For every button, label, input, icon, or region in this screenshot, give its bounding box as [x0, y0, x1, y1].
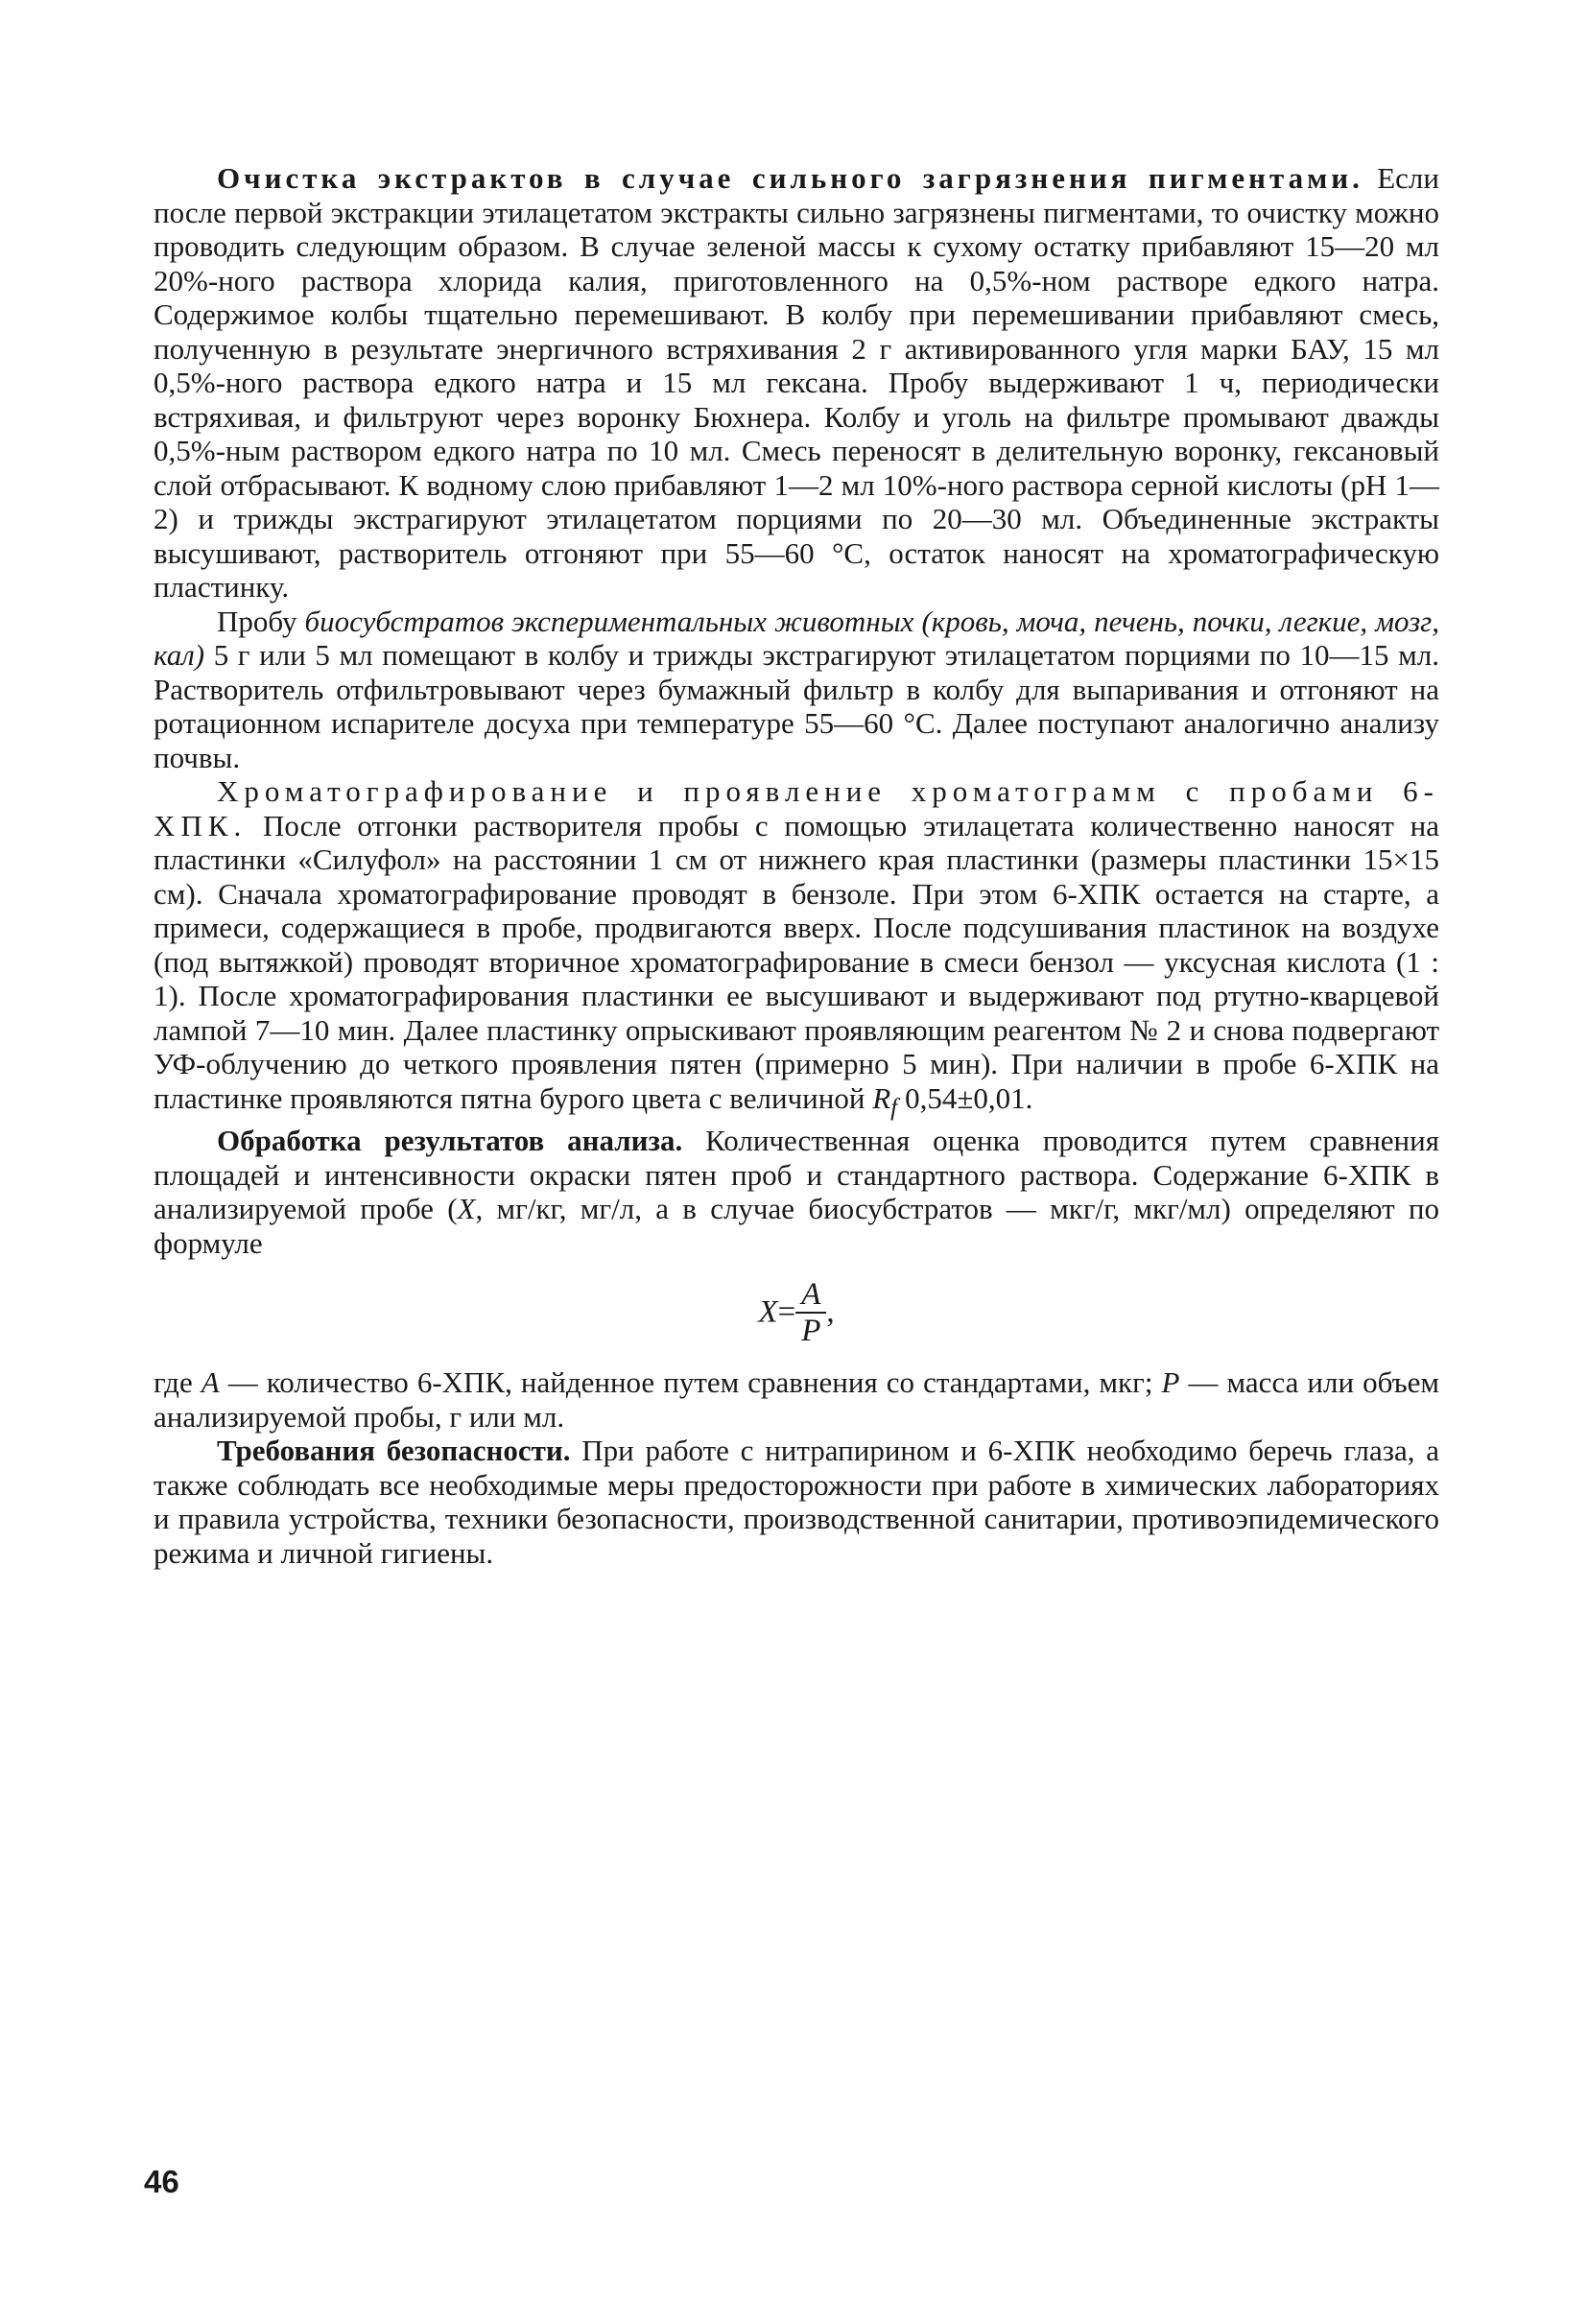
text-biosubstrates-lead: Пробу [217, 604, 305, 638]
paragraph-cleanup [154, 161, 1439, 605]
symbol-rf: R [872, 1080, 891, 1115]
symbol-rf-subscript: f [890, 1092, 898, 1121]
formula-comma: , [826, 1294, 835, 1330]
text-where-lead: где [154, 1365, 201, 1400]
variable-p: P [1161, 1365, 1180, 1400]
paragraph-results [154, 1124, 1439, 1260]
text-results-2: , мг/кг, мг/л, а в случае биосубстратов — мкг/г, мкг/мл) определяют по формуле [154, 1192, 1439, 1260]
text-chromatography-1: После отгонки растворителя пробы с помощью этилацетата количественно наносят на пластинки «Силуфол» на расстоянии 1 см от нижнего края пластинки (размеры пластинки 15×15 см). Сначала хроматографирование проводят в бензоле. При этом 6-ХПК остается на старте, а примеси, содержащиеся в пробе, продвигаются вверх. После подсушивания пластинок на воздухе (под вытяжкой) проводят вторичное хроматографирование в смеси бензол — уксусная кислота (1 : 1). После хроматографирования пластинки ее высушивают и выдерживают под ртутно-кварцевой лампой 7—10 мин. Далее пластинку опрыскивают проявляющим реагентом № 2 и снова подвергают УФ-облучению до четкого проявления пятен (примерно 5 мин). При наличии в пробе 6-ХПК на пластинке проявляются пятна бурого цвета с величиной [154, 808, 1439, 1115]
paragraph-where [154, 1365, 1439, 1434]
formula [154, 1277, 1439, 1348]
formula-lhs: X [758, 1294, 778, 1330]
heading-cleanup: Очистка экстрактов в случае сильного загрязнения пигментами. [217, 161, 1363, 195]
text-biosubstrates-italic: биосубстратов экспериментальных животных (кровь, моча, печень, почки, легкие, мозг, кал) [154, 604, 1440, 672]
heading-safety: Требования безопасности. [217, 1434, 571, 1468]
paragraph-chromatography [154, 774, 1439, 1124]
formula-denominator: P [801, 1314, 821, 1349]
formula-numerator: A [795, 1277, 826, 1314]
paragraph-biosubstrates [154, 605, 1439, 775]
text-biosubstrates-body: 5 г или 5 мл помещают в колбу и трижды экстрагируют этилацетатом порциями по 10—15 мл. Растворитель отфильтровывают через бумажный фильтр в колбу для выпаривания и отгоняют на ротационном испарителе досуха при температуре 55—60 °С. Далее поступают аналогично анализу почвы. [154, 638, 1439, 774]
variable-x: X [457, 1192, 476, 1226]
text-chromatography-2: 0,54±0,01. [897, 1080, 1033, 1115]
formula-fraction [795, 1277, 826, 1348]
formula-equals: = [777, 1294, 796, 1330]
text-where-1: — количество 6-ХПК, найденное путем сравнения со стандартами, мкг; [219, 1365, 1162, 1400]
heading-chromatography: Хроматографирование и проявление хроматограмм с пробами 6-ХПК. [154, 774, 1439, 842]
text-where-2: — масса или объем анализируемой пробы, г или мл. [154, 1365, 1439, 1434]
variable-a: A [201, 1365, 220, 1400]
text-results-1: Количественная оценка проводится путем сравнения площадей и интенсивности окраски пятен проб и стандартного раствора. Содержание 6-ХПК в анализируемой пробе ( [154, 1124, 1439, 1226]
page-body [154, 161, 1439, 1570]
paragraph-safety [154, 1434, 1439, 1570]
page-number: 46 [144, 2164, 179, 2199]
heading-results: Обработка результатов анализа. [217, 1124, 683, 1158]
text-safety: При работе с нитрапирином и 6-ХПК необходимо беречь глаза, а также соблюдать все необходимые меры предосторожности при работе в химических лабораториях и правила устройства, техники безопасности, производственной санитарии, противоэпидемического режима и личной гигиены. [154, 1434, 1439, 1570]
text-cleanup: Если после первой экстракции этилацетатом экстракты сильно загрязнены пигментами, то очистку можно проводить следующим образом. В случае зеленой массы к сухому остатку прибавляют 15—20 мл 20%-ного раствора хлорида калия, приготовленного на 0,5%-ном растворе едкого натра. Содержимое колбы тщательно перемешивают. В колбу при перемешивании прибавляют смесь, полученную в результате энергичного встряхивания 2 г активированного угля марки БАУ, 15 мл 0,5%-ного раствора едкого натра и 15 мл гексана. Пробу выдерживают 1 ч, периодически встряхивая, и фильтруют через воронку Бюхнера. Колбу и уголь на фильтре промывают дважды 0,5%-ным раствором едкого натра по 10 мл. Смесь переносят в делительную воронку, гексановый слой отбрасывают. К водному слою прибавляют 1—2 мл 10%-ного раствора серной кислоты (pH 1—2) и трижды экстрагируют этилацетатом порциями по 20—30 мл. Объединенные экстракты высушивают, растворитель отгоняют при 55—60 °С, остаток наносят на хроматографическую пластинку. [154, 161, 1439, 604]
